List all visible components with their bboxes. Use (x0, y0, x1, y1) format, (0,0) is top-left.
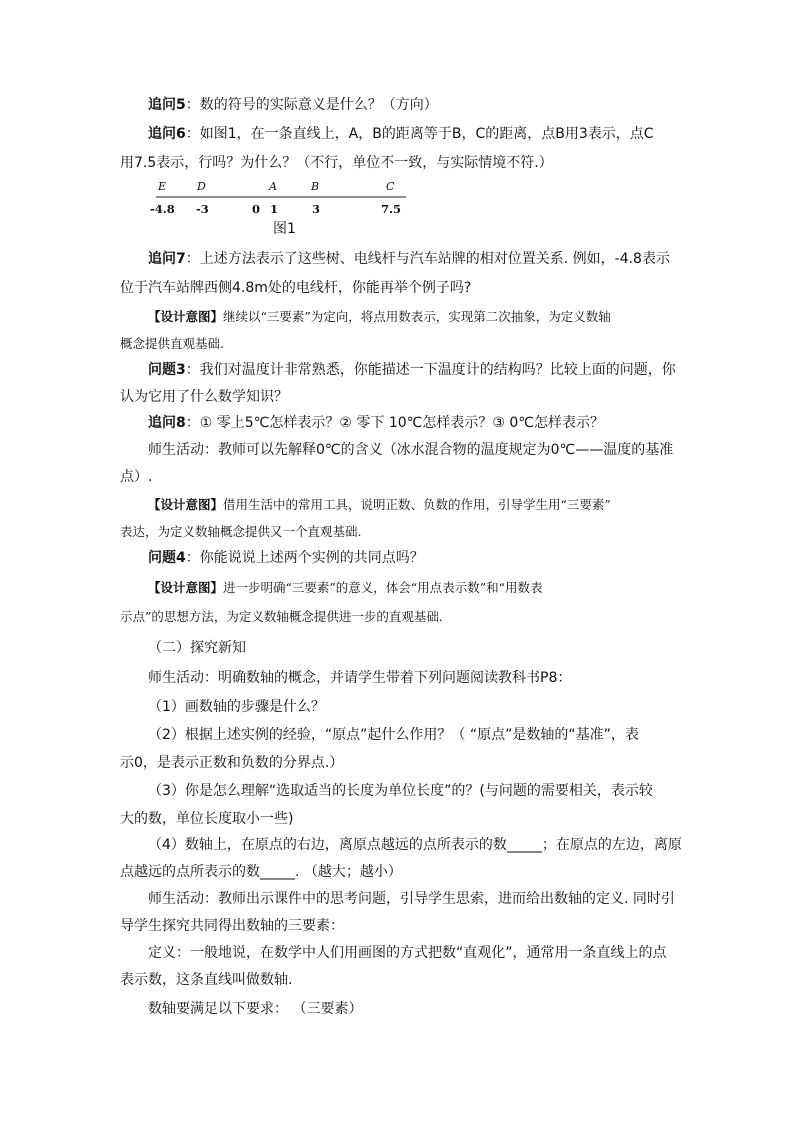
design-intent-3-text: 进一步明确“三要素”的意义，体会“用点表示数”和“用数表 (223, 580, 543, 595)
point-value-neg4-8: -4.8 (150, 202, 175, 216)
definition-line2: 表示数，这条直线叫做数轴. (120, 972, 293, 988)
design-intent-3-line2: 示点”的思想方法，为定义数轴概念提供进一步的直观基础. (120, 609, 443, 624)
design-intent-1-line1 (148, 302, 708, 331)
point-value-neg3: -3 (196, 202, 209, 216)
followup-5 (148, 91, 708, 120)
point-letter-a: A (269, 180, 277, 193)
activity-3-line1: 师生活动：教师出示课件中的思考问题，引导学生思索，进而给出数轴的定义. 同时引 (148, 891, 675, 907)
followup-5-text: ：数的符号的实际意义是什么？（方向） (185, 97, 438, 113)
design-intent-2-line1 (148, 490, 708, 519)
point-letter-b: B (311, 180, 320, 193)
problem-4 (148, 544, 708, 573)
figure-caption: 图1 (273, 221, 296, 237)
followup-8 (148, 409, 708, 438)
followup-6-line1 (148, 120, 708, 149)
followup-6-label: 追问6 (148, 126, 186, 142)
design-intent-2-label: 【设计意图】 (148, 497, 224, 512)
question-item-2-line2: 示0，是表示正数和负数的分界点.） (120, 755, 344, 771)
followup-7-line1 (148, 245, 708, 274)
problem-3-label: 问题3 (148, 362, 186, 378)
activity-3-line2: 导学生探究共同得出数轴的三要素： (120, 918, 344, 934)
followup-8-text: ：① 零上5℃怎样表示？② 零下 10℃怎样表示？③ 0℃怎样表示？ (185, 415, 604, 431)
followup-7-text: ：上述方法表示了这些树、电线杆与汽车站牌的相对位置关系. 例如，-4.8表示 (185, 251, 670, 267)
point-value-0: 0 (252, 202, 261, 216)
design-intent-1-label: 【设计意图】 (148, 309, 224, 324)
problem-4-label: 问题4 (148, 550, 186, 566)
question-item-4-line2: 点越远的点所表示的数_____. （越大；越小） (120, 864, 402, 880)
activity-1-line2: 点）. (120, 469, 153, 485)
question-item-3-line1: （3）你是怎么理解“选取适当的长度为单位长度”的？(与问题的需要相关，表示较 (148, 783, 653, 799)
number-line-axis (148, 178, 418, 218)
point-letter-d: D (197, 180, 206, 193)
design-intent-2-text: 借用生活中的常用工具，说明正数、负数的作用，引导学生用“三要素” (223, 497, 611, 512)
section-heading-explore: （二）探究新知 (148, 640, 246, 656)
design-intent-1-line2: 概念提供直观基础. (120, 336, 224, 351)
question-item-2-line1: （2）根据上述实例的经验，“原点”起什么作用？（ “原点”是数轴的“基准”，表 (148, 727, 639, 743)
definition-line1: 定义：一般地说，在数学中人们用画图的方式把数“直观化”，通常用一条直线上的点 (148, 945, 667, 961)
design-intent-3-line1 (148, 573, 708, 602)
activity-1-line1: 师生活动：教师可以先解释0℃的含义（冰水混合物的温度规定为0℃——温度的基准 (148, 442, 674, 458)
followup-7-label: 追问7 (148, 251, 186, 267)
point-value-1: 1 (270, 202, 279, 216)
followup-5-label: 追问5 (148, 97, 186, 113)
followup-7-line2: 位于汽车站牌西侧4.8m处的电线杆，你能再举个例子吗? (120, 280, 472, 296)
problem-3-line2: 认为它用了什么数学知识？ (120, 389, 288, 405)
activity-2: 师生活动：明确数轴的概念，并请学生带着下列问题阅读教科书P8： (148, 670, 572, 686)
requirements-line: 数轴要满足以下要求： （三要素） (148, 1001, 363, 1017)
followup-6-text: ：如图1，在一条直线上，A，B的距离等于B，C的距离，点B用3表示，点C (185, 126, 654, 142)
point-letter-c: C (386, 180, 395, 193)
point-value-7-5: 7.5 (381, 202, 402, 216)
question-item-4-line1: （4）数轴上，在原点的右边，离原点越远的点所表示的数_____；在原点的左边，离原 (148, 837, 682, 853)
followup-6-line2: 用7.5表示，行吗？为什么？（不行，单位不一致，与实际情境不符.） (120, 155, 553, 171)
design-intent-3-label: 【设计意图】 (148, 580, 224, 595)
problem-3-text: ：我们对温度计非常熟悉，你能描述一下温度计的结构吗？比较上面的问题，你 (185, 362, 676, 378)
question-item-1: （1）画数轴的步骤是什么？ (148, 699, 325, 715)
point-letter-e: E (158, 180, 167, 193)
problem-3-line1 (148, 356, 708, 385)
design-intent-1-text: 继续以“三要素”为定向，将点用数表示，实现第二次抽象，为定义数轴 (223, 309, 611, 324)
question-item-3-line2: 大的数，单位长度取小一些) (120, 811, 294, 827)
point-value-3: 3 (312, 202, 321, 216)
problem-4-text: ：你能说说上述两个实例的共同点吗？ (185, 550, 424, 566)
design-intent-2-line2: 表达，为定义数轴概念提供又一个直观基础. (120, 524, 362, 539)
followup-8-label: 追问8 (148, 415, 186, 431)
